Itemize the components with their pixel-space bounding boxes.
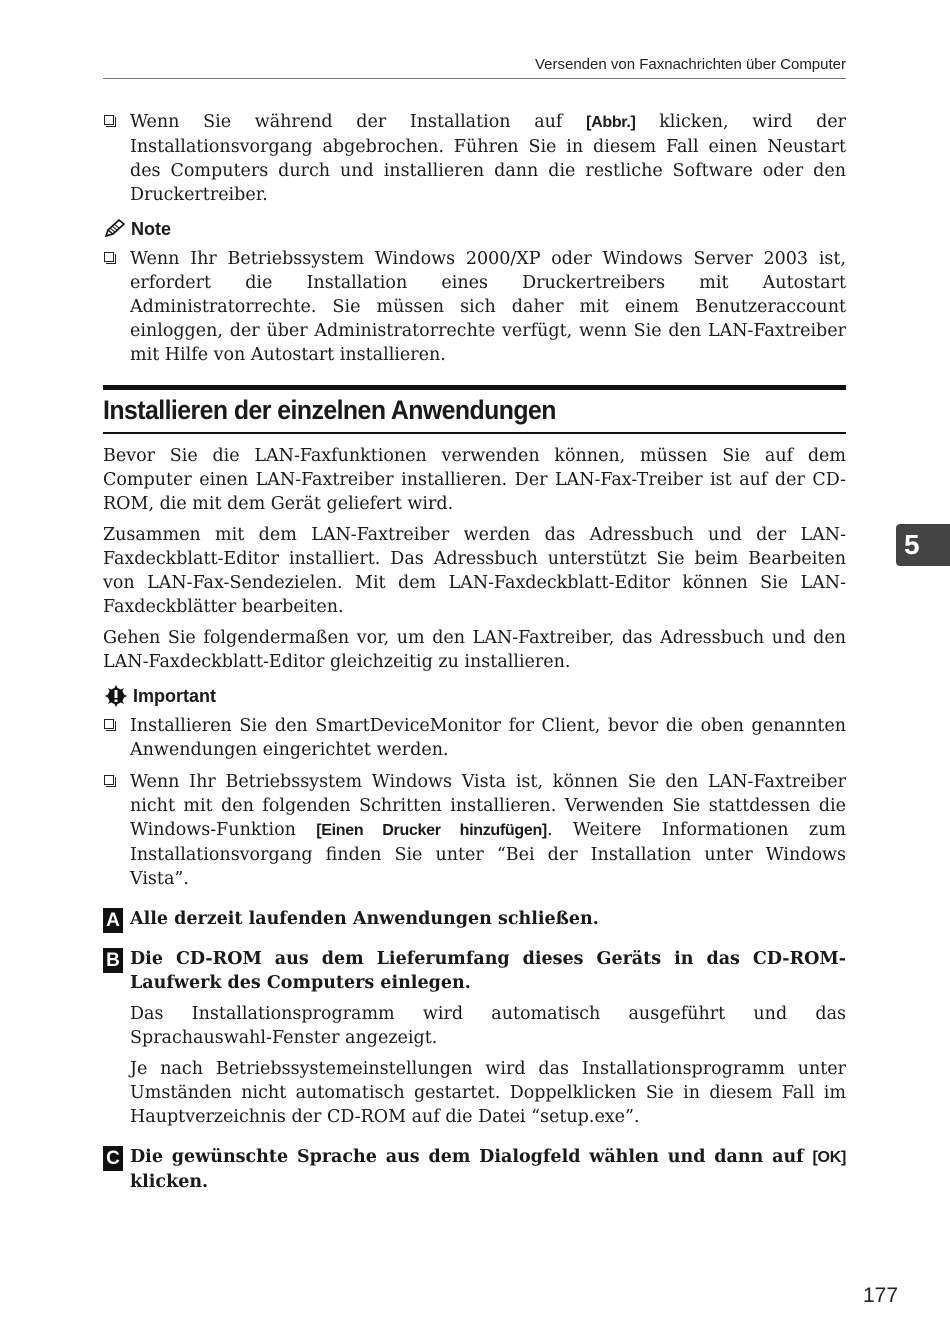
- abbr-button-label: [Abbr.]: [586, 114, 636, 131]
- checkbox-bullet-icon: [104, 115, 114, 125]
- section-title: Installieren der einzelnen Anwendungen: [103, 395, 556, 425]
- step-description: Das Installationsprogramm wird automatisch ausgeführt und das Sprachauswahl-Fenster angezeigt.: [130, 1004, 846, 1048]
- step-number-badge: B: [103, 948, 123, 973]
- list-item: Installieren Sie den SmartDeviceMonitor for Client, bevor die oben genannten Anwendungen eingerichtet werden.: [103, 714, 846, 762]
- important-icon: [103, 685, 129, 707]
- checkbox-bullet-icon: [104, 719, 114, 729]
- header-rule: [103, 78, 846, 79]
- step-title: Die gewünschte Sprache aus dem Dialogfeld wählen und dann auf [OK] klicken.: [130, 1147, 846, 1192]
- page-content: [103, 110, 846, 1194]
- section-rule-bottom: [103, 432, 846, 434]
- list-item: Wenn Ihr Betriebssystem Windows Vista ist, können Sie den LAN-Faxtreiber nicht mit den folgenden Schritten installieren. Verwenden Sie stattdessen die Windows-Funktion [Einen Drucker hinzufügen]. Weitere Informationen zum Installationsvorgang finden Sie unter “Bei der Installation unter Windows Vista”.: [103, 770, 846, 891]
- checkbox-bullet-icon: [104, 775, 114, 785]
- step-description: Je nach Betriebssystemeinstellungen wird das Installationsprogramm unter Umständen nicht automatisch gestartet. Doppelklicken Sie in diesem Fall im Hauptverzeichnis der CD-ROM auf die Datei “setup.exe”.: [130, 1059, 846, 1127]
- step-title: Die CD-ROM aus dem Lieferumfang dieses Geräts in das CD-ROM-Laufwerk des Computers einlegen.: [130, 949, 846, 993]
- add-printer-button-label: [Einen Drucker hinzufügen]: [316, 822, 547, 839]
- paragraph: Bevor Sie die LAN-Faxfunktionen verwenden können, müssen Sie auf dem Computer einen LAN-Faxtreiber installieren. Der LAN-Fax-Treiber ist auf der CD-ROM, die mit dem Gerät geliefert wird.: [103, 446, 846, 514]
- important-heading: Important: [103, 684, 846, 708]
- paragraph: Gehen Sie folgendermaßen vor, um den LAN-Faxtreiber, das Adressbuch und den LAN-Faxdeckblatt-Editor gleichzeitig zu installieren.: [103, 628, 846, 672]
- page-number: 177: [863, 1284, 899, 1307]
- pencil-icon: [103, 219, 127, 239]
- section-rule-top: [103, 385, 846, 390]
- step-number-badge: A: [103, 908, 123, 933]
- step-1: [103, 907, 846, 931]
- paragraph: Zusammen mit dem LAN-Faxtreiber werden das Adressbuch und der LAN-Faxdeckblatt-Editor installiert. Das Adressbuch unterstützt Sie beim Bearbeiten von LAN-Fax-Sendezielen. Mit dem LAN-Faxdeckblatt-Editor können Sie LAN-Faxdeckblätter bearbeiten.: [103, 525, 846, 617]
- ok-button-label: [OK]: [812, 1149, 846, 1166]
- step-number-badge: C: [103, 1146, 123, 1171]
- step-3: [103, 1145, 846, 1194]
- step-2: [103, 947, 846, 1129]
- note-heading: Note: [103, 217, 846, 241]
- list-item: Wenn Ihr Betriebssystem Windows 2000/XP oder Windows Server 2003 ist, erfordert die Installation eines Druckertreibers mit Autostart Administratorrechte. Sie müssen sich daher mit einem Benutzeraccount einloggen, der über Administratorrechte verfügt, wenn Sie den LAN-Faxtreiber mit Hilfe von Autostart installieren.: [103, 247, 846, 367]
- running-header: Versenden von Faxnachrichten über Computer: [534, 56, 846, 73]
- step-title: Alle derzeit laufenden Anwendungen schließen.: [130, 909, 599, 929]
- checkbox-bullet-icon: [104, 252, 114, 262]
- list-item: Wenn Sie während der Installation auf [Abbr.] klicken, wird der Installationsvorgang abgebrochen. Führen Sie in diesem Fall einen Neustart des Computers durch und installieren dann die restliche Software oder den Druckertreiber.: [103, 110, 846, 207]
- chapter-tab: 5: [896, 524, 950, 566]
